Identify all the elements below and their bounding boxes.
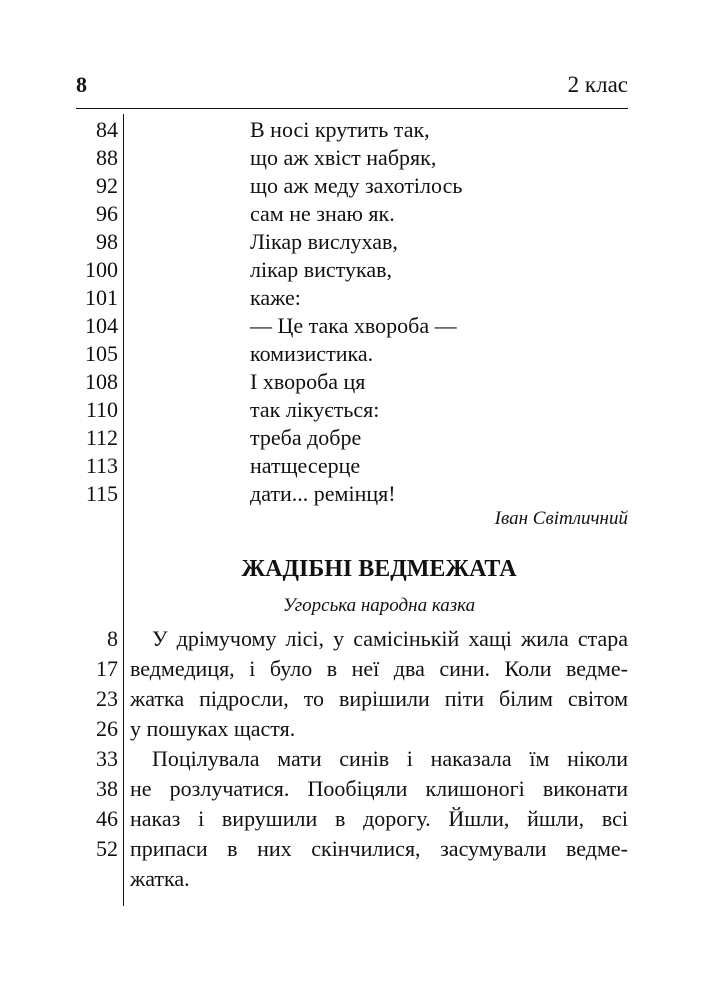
poem-line: комизистика. xyxy=(250,341,374,366)
word-count: 17 xyxy=(96,656,118,681)
word-count: 84 xyxy=(96,117,118,142)
poem-line: В носі крутить так, xyxy=(250,117,430,142)
story-subtitle: Угорська народна казка xyxy=(282,595,476,616)
word-count: 100 xyxy=(85,257,118,282)
word-count: 112 xyxy=(85,425,118,450)
grade-label: 2 клас xyxy=(567,72,628,97)
margin-rule xyxy=(123,114,124,906)
word-count: 52 xyxy=(96,836,118,861)
word-count: 98 xyxy=(96,229,118,254)
word-count: 46 xyxy=(96,806,118,831)
word-count: 8 xyxy=(107,626,118,651)
word-count: 38 xyxy=(96,776,118,801)
word-count: 105 xyxy=(85,341,118,366)
poem-line: лікар вистукав, xyxy=(250,257,392,282)
story-line: жатка підросли, то вирішили піти білим світом xyxy=(130,686,628,711)
poem-line: дати... ремінця! xyxy=(250,481,396,506)
story-line: у пошуках щастя. xyxy=(130,716,296,741)
word-count: 92 xyxy=(96,173,118,198)
poem-line: Лікар вислухав, xyxy=(250,229,398,254)
word-count: 96 xyxy=(96,201,118,226)
word-count: 88 xyxy=(96,145,118,170)
poem-author: Іван Світличний xyxy=(494,508,628,529)
word-count: 104 xyxy=(85,313,118,338)
story-line: жатка. xyxy=(130,866,190,891)
poem-line: — Це така хвороба — xyxy=(250,313,457,338)
word-count: 23 xyxy=(96,686,118,711)
word-count: 26 xyxy=(96,716,118,741)
poem-line: треба добре xyxy=(250,425,362,450)
word-count: 110 xyxy=(85,397,118,422)
story-title: ЖАДІБНІ ВЕДМЕЖАТА xyxy=(241,556,517,582)
poem-word-counts xyxy=(76,116,118,508)
story-line: ведмедиця, і було в неї два сини. Коли ведме- xyxy=(130,656,628,681)
word-count: 33 xyxy=(96,746,118,771)
poem-line: каже: xyxy=(250,285,301,310)
word-count: 115 xyxy=(85,481,118,506)
poem-line: що аж хвіст набряк, xyxy=(250,145,437,170)
poem-line: І хвороба ця xyxy=(250,369,366,394)
story-word-counts xyxy=(76,624,118,864)
word-count: 108 xyxy=(85,369,118,394)
poem-line: натщесерце xyxy=(250,453,361,478)
poem-line: що аж меду захотілось xyxy=(250,173,463,198)
story-line: припаси в них скінчилися, засумували ведме- xyxy=(130,836,628,861)
story-text xyxy=(130,624,628,894)
story-line: Поцілувала мати синів і наказала їм ніколи xyxy=(152,746,628,771)
word-count: 113 xyxy=(85,453,118,478)
poem-text xyxy=(250,116,462,508)
word-count: 101 xyxy=(85,285,118,310)
story-line: наказ і вирушили в дорогу. Йшли, йшли, всі xyxy=(130,806,628,831)
story-line: не розлучатися. Пообіцяли клишоногі виконати xyxy=(130,776,628,801)
poem-line: так лікується: xyxy=(250,397,380,422)
page-number: 8 xyxy=(76,72,87,97)
page-header xyxy=(76,70,628,109)
poem-line: сам не знаю як. xyxy=(250,201,395,226)
story-line: У дрімучому лісі, у самісінькій хащі жила стара xyxy=(152,626,628,651)
